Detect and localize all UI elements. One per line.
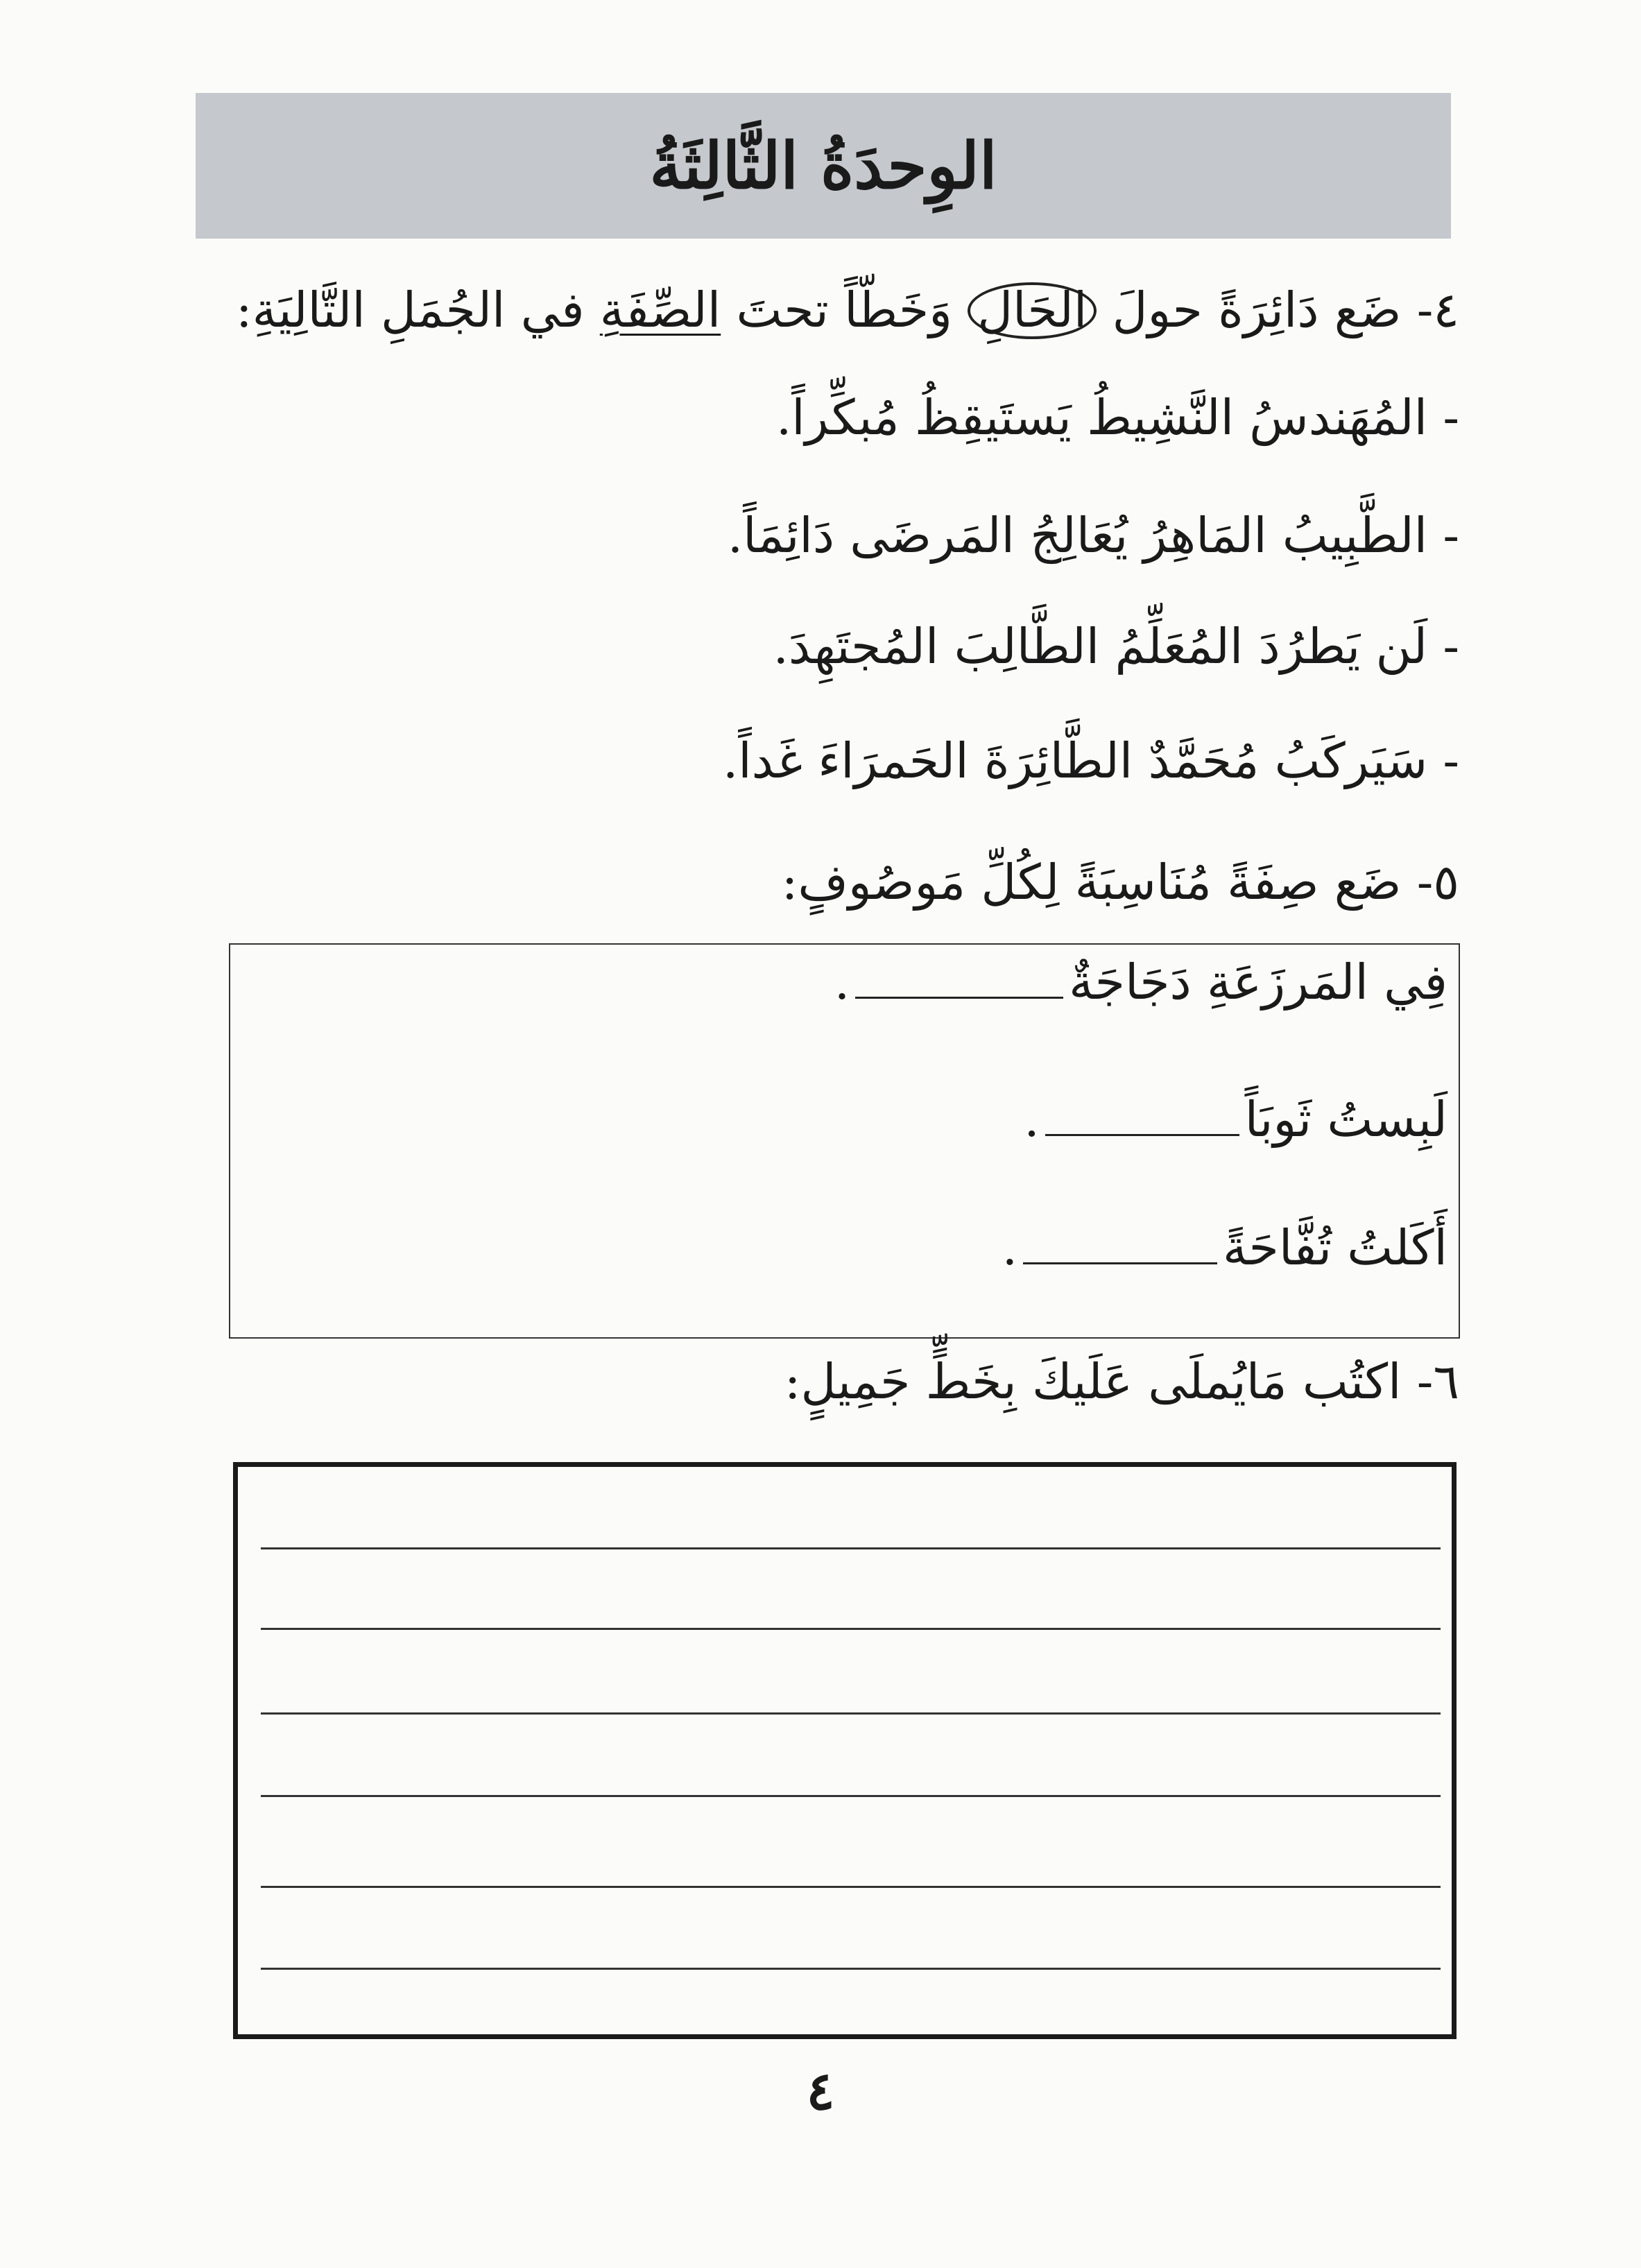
exercise-4-sentence: - سَيَركَبُ مُحَمَّدٌ الطَّائِرَةَ الحَمرَاءَ غَداً. (722, 732, 1459, 789)
circled-word: الحَالِ (968, 282, 1097, 339)
dictation-writing-box[interactable] (233, 1462, 1457, 2039)
answer-blank[interactable] (1023, 1262, 1217, 1264)
writing-line (261, 1628, 1441, 1630)
exercise-4-sentence: - لَن يَطرُدَ المُعَلِّمُ الطَّالِبَ المُجتَهِدَ. (773, 618, 1459, 675)
page-number: ٤ (806, 2060, 835, 2122)
writing-line (261, 1547, 1441, 1549)
exercise-4-instruction: ٤- ضَع دَائِرَةً حولَ الحَالِ وَخَطّاً تحتَ الصِّفَةِ في الجُمَلِ التَّالِيَةِ: (235, 282, 1459, 338)
fill-in-item: فِي المَرزَعَةِ دَجَاجَةٌ. (834, 954, 1447, 1011)
writing-line (261, 1886, 1441, 1888)
writing-line (261, 1968, 1441, 1970)
writing-line (261, 1712, 1441, 1715)
underlined-word: الصِّفَةِ (599, 282, 721, 338)
fill-in-item: لَبِستُ ثَوبَاً. (1024, 1091, 1447, 1148)
exercise-6-instruction: ٦- اكتُب مَايُملَى عَلَيكَ بِخَطٍّ جَمِيلٍ: (784, 1353, 1459, 1410)
exercise-4-sentence: - الطَّبِيبُ المَاهِرُ يُعَالِجُ المَرضَى دَائِمَاً. (727, 507, 1459, 564)
fill-in-item: أَكَلتُ تُفَّاحَةً. (1002, 1219, 1447, 1276)
writing-line (261, 1795, 1441, 1797)
exercise-5-box (229, 943, 1460, 1339)
answer-blank[interactable] (1045, 1133, 1239, 1136)
exercise-5-instruction: ٥- ضَع صِفَةً مُنَاسِبَةً لِكُلِّ مَوصُوفٍ: (781, 854, 1459, 911)
unit-title: الوِحدَةُ الثَّالِثَةُ (649, 128, 997, 203)
unit-title-bar (196, 93, 1451, 239)
exercise-4-sentence: - المُهَندسُ النَّشِيطُ يَستَيقِظُ مُبكِّراً. (775, 389, 1459, 446)
answer-blank[interactable] (855, 996, 1063, 999)
